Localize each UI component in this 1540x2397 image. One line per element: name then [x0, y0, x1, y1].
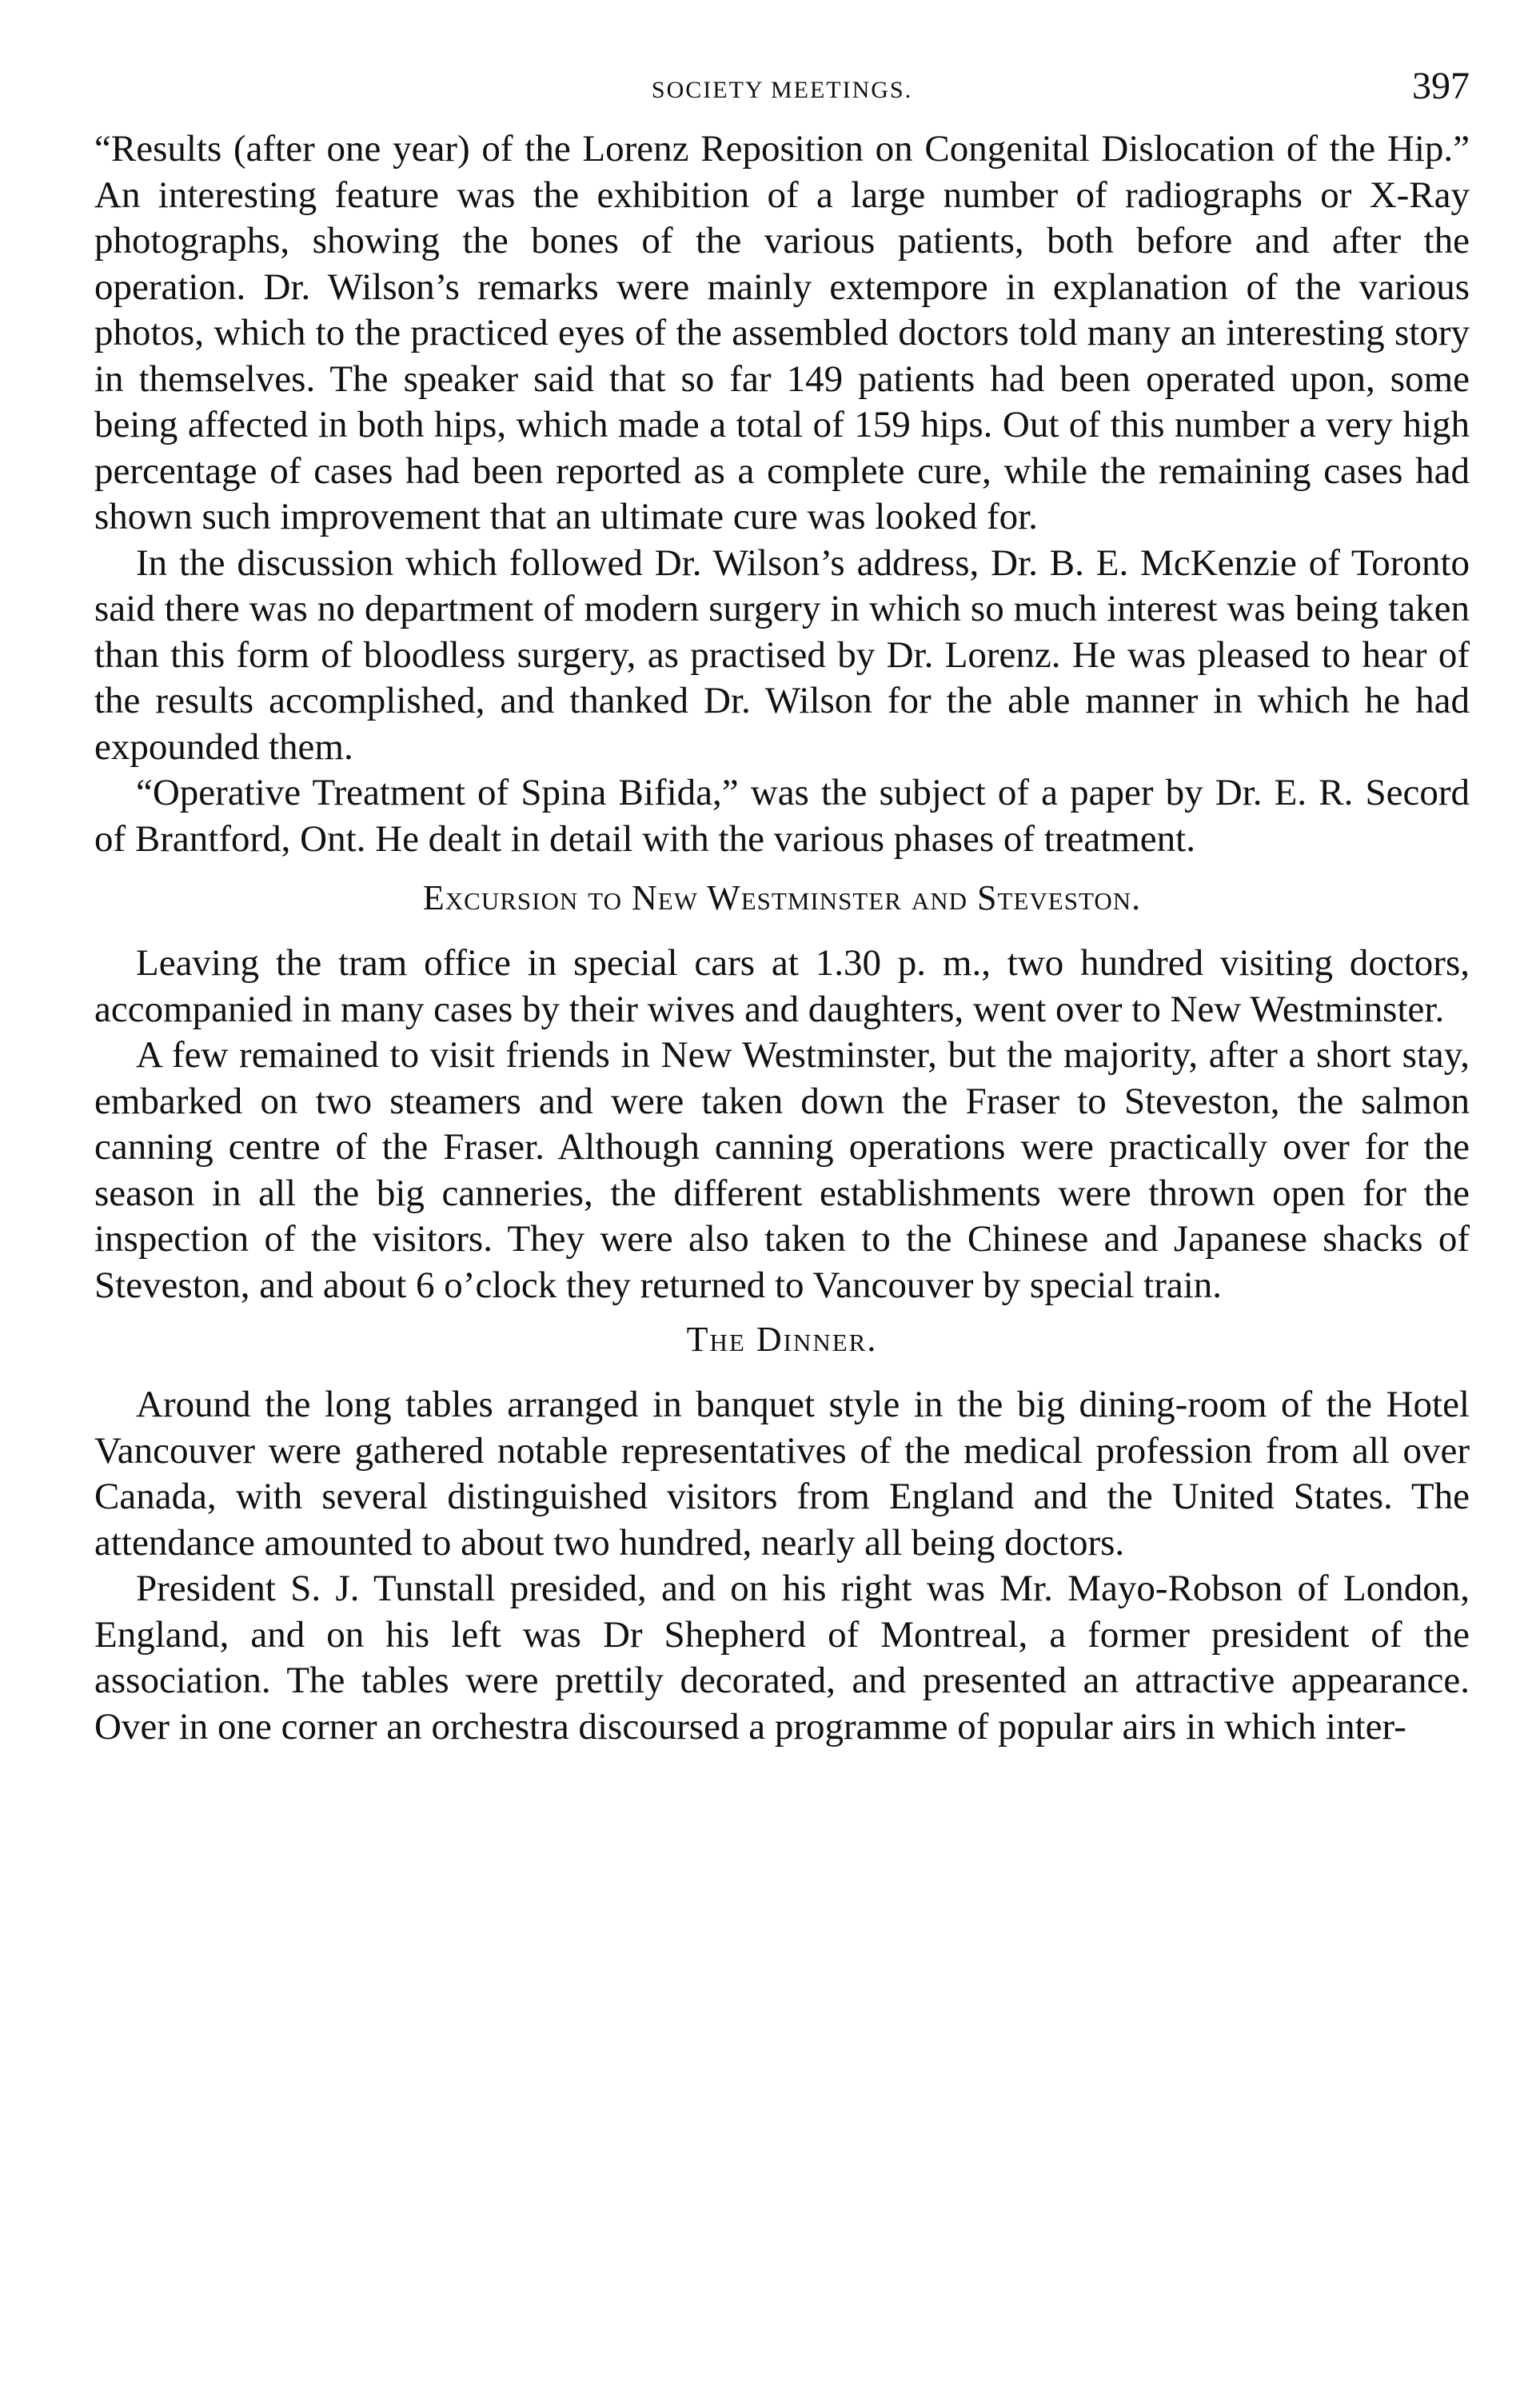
- section-heading-dinner: The Dinner.: [686, 1320, 878, 1359]
- paragraph-steveston-visit: A few remained to visit friends in New Westminster, but the majority, after a short stay, embarked on two steamers and were taken down the Fraser to Steveston, the salmon canning centre of the Fraser. Although canning operations were practically over for the season in all the big canneries, the different establishments were thrown open for the inspection of the visitors. They were also taken to the Chinese and Japanese shacks of Steveston, and about 6 o’clock they returned to Vancouver by special train.: [94, 1034, 1470, 1306]
- paragraph-tram-trip: Leaving the tram office in special cars at 1.30 p. m., two hundred visiting doctors, accompanied in many cases by their wives and daughters, went over to New Westminster.: [94, 942, 1470, 1030]
- paragraph-spina-bifida: “Operative Treatment of Spina Bifida,” was the subject of a paper by Dr. E. R. Secord of Brantford, Ont. He dealt in detail with the various phases of treatment.: [94, 772, 1470, 860]
- paragraph-dinner-setting: Around the long tables arranged in banquet style in the big dining-room of the Hotel Vancouver were gathered notable representatives of the medical profession from all over Canada, with several distinguished visitors from England and the United States. The attendance amounted to about two hundred, nearly all being doctors.: [94, 1384, 1470, 1564]
- running-head: [94, 62, 1470, 126]
- page-number: 397: [1412, 65, 1470, 107]
- section-heading-excursion: Excursion to New Westminster and Steveston.: [422, 878, 1142, 917]
- running-title: SOCIETY MEETINGS.: [651, 77, 913, 103]
- paragraph-lorenz-results: “Results (after one year) of the Lorenz Reposition on Congenital Dislocation of the Hip.” An interesting feature was the exhibition of a large number of radiographs or X-Ray photographs, showing the bones of the various patients, both before and after the operation. Dr. Wilson’s remarks were mainly extempore in explanation of the various photos, which to the practiced eyes of the assembled doctors told many an interesting story in themselves. The speaker said that so far 149 patients had been operated upon, some being affected in both hips, which made a total of 159 hips. Out of this number a very high percentage of cases had been reported as a complete cure, while the remaining cases had shown such improvement that an ultimate cure was looked for.: [94, 128, 1470, 537]
- book-page: [94, 62, 1470, 1750]
- paragraph-discussion: In the discussion which followed Dr. Wilson’s address, Dr. B. E. McKenzie of Toronto said there was no department of modern surgery in which so much interest was being taken than this form of bloodless surgery, as practised by Dr. Lorenz. He was pleased to hear of the results accomplished, and thanked Dr. Wilson for the able manner in which he had expounded them.: [94, 541, 1470, 768]
- paragraph-president-presided: President S. J. Tunstall presided, and on his right was Mr. Mayo-Robson of London, England, and on his left was Dr Shepherd of Montreal, a former president of the association. The tables were prettily decorated, and presented an attractive appearance. Over in one corner an orchestra discoursed a programme of popular airs in which inter-: [94, 1568, 1470, 1748]
